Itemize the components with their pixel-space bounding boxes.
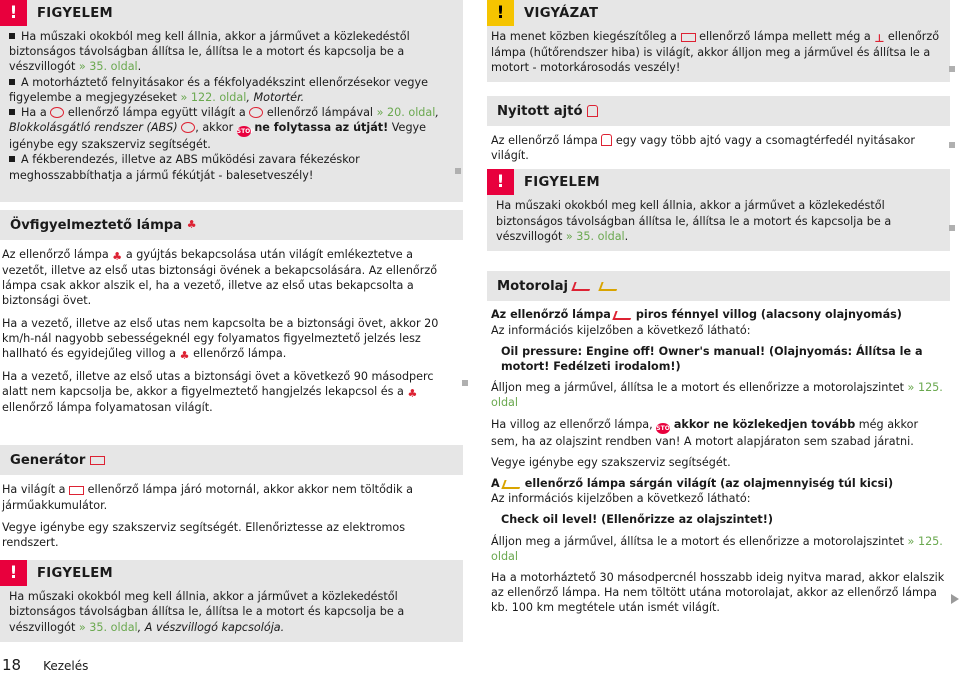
abs-warning-icon [249, 107, 263, 118]
page-number: 18 [2, 656, 22, 674]
page-link[interactable]: » 35. oldal [78, 620, 138, 634]
exclamation-icon: ! [0, 560, 27, 586]
page-link[interactable]: » 35. oldal [565, 229, 625, 243]
page-link[interactable]: » 125. oldal [491, 534, 943, 563]
paragraph: Ha műszaki okokból meg kell állnia, akkor a járművet a közlekedéstől biztonságos távolságban állítsa le, állítsa le a motort és kapcsolja be a vészvillogót » 35. oldal, A vészvillogó kapcsolója. [9, 590, 405, 634]
oil-level-icon [598, 282, 619, 291]
belt-heading: Övfigyelmeztető lámpa ♣ [0, 210, 463, 240]
page-link[interactable]: » 20. oldal [376, 106, 436, 120]
section-end-marker [949, 225, 955, 231]
page-footer [2, 656, 88, 674]
continue-arrow-icon [951, 594, 959, 604]
warning-title: FIGYELEM [37, 5, 113, 21]
warning-item: A motorháztető felnyitásakor és a fékfolyadékszint ellenőrzésekor vegye figyelembe a megjegyzéseket » 122. oldal, Motortér. [9, 75, 429, 104]
warning-box-2 [0, 560, 463, 642]
battery-icon [90, 456, 105, 465]
brake-warning-icon [50, 107, 64, 118]
seatbelt-icon: ♣ [112, 250, 123, 263]
oil-pressure-icon [613, 311, 634, 320]
paragraph: Ha műszaki okokból meg kell állnia, akkor a járművet a közlekedéstől biztonságos távolságban állítsa le, állítsa le a motort és kapcsolja be a vészvillogót » 35. oldal. [496, 199, 892, 243]
coolant-temperature-icon: ⊥ [874, 32, 885, 45]
exclamation-icon: ! [0, 0, 27, 26]
section-name: Kezelés [43, 659, 89, 673]
section-end-marker [462, 380, 468, 386]
exclamation-icon: ! [487, 169, 514, 195]
warning-box-3 [487, 169, 950, 251]
paragraph: Ha a vezető, illetve az első utas nem kapcsolta be a biztonsági övet, akkor 20 km/h-nál nagyobb sebességeknél egy folyamatos figyelmeztető jelzés lesz hallható és egyidejűleg villog a ♣ ellenőrző lámpa. [2, 316, 439, 363]
exclamation-icon: ! [487, 0, 514, 26]
warning-header [0, 0, 463, 26]
page-link[interactable]: » 125. oldal [491, 381, 943, 410]
stop-icon: STOP [236, 128, 255, 136]
door-section [487, 126, 950, 163]
warning-body [487, 195, 950, 249]
battery-icon [69, 486, 84, 495]
warning-header [0, 560, 463, 586]
paragraph: Ha világít a ellenőrző lámpa járó motornál, akkor akkor nem töltődik a járműakkumulátor. [2, 483, 414, 512]
oil-level-icon [502, 480, 523, 489]
generator-heading: Generátor [0, 445, 463, 475]
paragraph: Álljon meg a járművel, állítsa le a motort és ellenőrizze a motorolajszintet » 125. oldal [491, 534, 943, 563]
seatbelt-icon: ♣ [407, 387, 418, 401]
display-message: Oil pressure: Engine off! Owner's manual! (Olajnyomás: Állítsa le a motort! Fedélzeti irodalom!) [501, 344, 923, 374]
display-message: Check oil level! (Ellenőrizze az olajszintet!) [501, 513, 773, 527]
warning-item: Ha műszaki okokból meg kell állnia, akkor a járművet a közlekedéstől biztonságos távolságban állítsa le, állítsa le a motort és kapcsolja be a vészvillogót » 35. oldal. [9, 30, 410, 74]
warning-title: FIGYELEM [524, 174, 600, 190]
page-link[interactable]: » 35. oldal [78, 60, 138, 74]
section-end-marker [949, 66, 955, 72]
page-link[interactable]: » 122. oldal [180, 90, 247, 104]
seatbelt-icon: ♣ [179, 349, 190, 363]
paragraph: Az információs kijelzőben a következő látható: [491, 323, 751, 337]
section-end-marker [455, 168, 461, 174]
oil-heading: Motorolaj [487, 271, 950, 301]
paragraph: Ha menet közben kiegészítőleg a ellenőrző lámpa mellett még a ⊥ ellenőrző lámpa (hűtőrendszer hiba) is világít, akkor álljon meg a járművel és állítsa le a motort - motorkárosodás veszély! [491, 30, 940, 75]
paragraph: Az ellenőrző lámpa piros fénnyel villog (alacsony olajnyomás) [491, 308, 902, 322]
paragraph: A ellenőrző lámpa sárgán világít (az olajmennyiség túl kicsi) [491, 477, 894, 491]
paragraph: Álljon meg a járművel, állítsa le a motort és ellenőrizze a motorolajszintet » 125. oldal [491, 381, 943, 410]
right-column [487, 0, 950, 616]
paragraph: Ha a vezető, illetve az első utas a biztonsági övet a következő 90 másodperc alatt nem kapcsolja be, akkor a figyelmeztető hangjelzés lekapcsol és a ♣ ellenőrző lámpa folyamatosan világít. [2, 370, 434, 415]
paragraph: Ha villog az ellenőrző lámpa, STOP akkor ne közlekedjen tovább még akkor sem, ha az olajszint rendben van! A motort alapjáraton sem szabad járatni. [491, 417, 919, 448]
paragraph: Ha a motorháztető 30 másodpercnél hosszabb ideig nyitva marad, akkor elalszik az ellenőrző lámpa. Ha nem töltött utána motorolajat, akkor az ellenőrző lámpa kb. 100 km megtétele után ismét világít. [491, 571, 945, 615]
paragraph: Az ellenőrző lámpa ♣ a gyújtás bekapcsolása után világít emlékeztetve a vezetőt, illetve az első utas biztonsági övének a bekapcsolására. Az ellenőrző lámpa csak akkor alszik el, ha a vezető, illetve az első utas bekapcsolta a biztonsági övet. [2, 248, 438, 308]
left-column [0, 0, 463, 642]
stop-icon: STOP [656, 424, 675, 432]
warning-item: Ha a ellenőrző lámpa együtt világít a ellenőrző lámpával » 20. oldal, Blokkolásgátló rendszer (ABS) , akkor STOP ne folytassa az útját! Vegye igénybe egy szakszerviz segítségét. [9, 106, 439, 152]
warning-body [0, 586, 463, 640]
warning-header [487, 169, 950, 195]
paragraph: Az információs kijelzőben a következő látható: [491, 492, 751, 506]
oil-pressure-icon [571, 282, 592, 291]
oil-section [487, 301, 950, 615]
warning-body [0, 26, 463, 188]
caution-title: VIGYÁZAT [524, 5, 599, 21]
abs-warning-icon [181, 122, 195, 133]
door-open-icon [587, 105, 598, 117]
warning-item: A fékberendezés, illetve az ABS működési zavara fékezéskor meghosszabbíthatja a jármű fékútját - balesetveszély! [9, 153, 360, 182]
seatbelt-icon: ♣ [186, 218, 197, 231]
section-end-marker [949, 142, 955, 148]
caution-body [487, 26, 950, 80]
warning-box-1 [0, 0, 463, 202]
door-open-icon [601, 134, 612, 146]
battery-icon [681, 33, 696, 42]
belt-section [0, 240, 463, 415]
paragraph: Vegye igénybe egy szakszerviz segítségét. [491, 455, 731, 469]
generator-section [0, 475, 463, 550]
paragraph: Vegye igénybe egy szakszerviz segítségét. Ellenőriztesse az elektromos rendszert. [2, 520, 406, 550]
caution-box [487, 0, 950, 82]
paragraph: Az ellenőrző lámpa egy vagy több ajtó vagy a csomagtérfedél nyitásakor világít. [491, 134, 915, 163]
door-heading: Nyitott ajtó [487, 96, 950, 126]
warning-title: FIGYELEM [37, 565, 113, 581]
caution-header [487, 0, 950, 26]
